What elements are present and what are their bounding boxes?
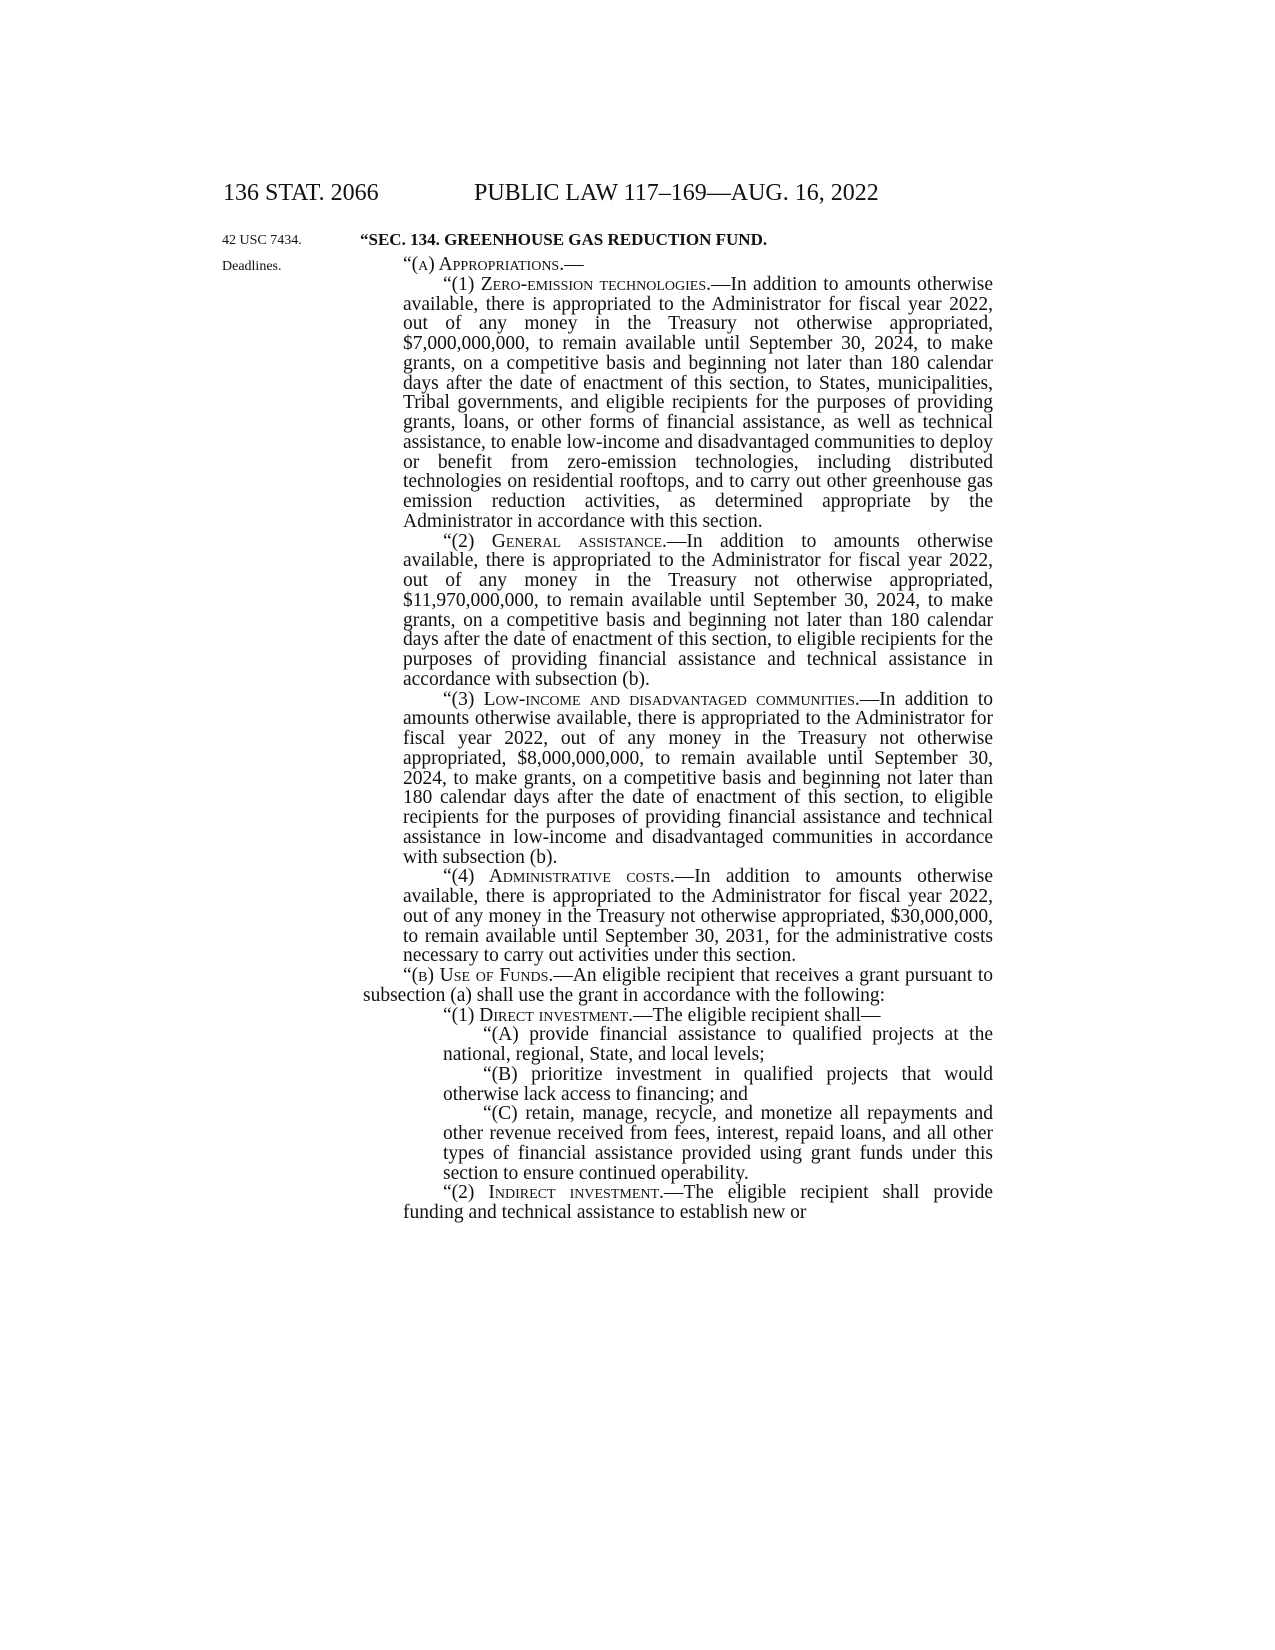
subparagraph-b1B: “(B) prioritize investment in qualified projects that would otherwise lack access to financing; and [443, 1063, 993, 1105]
paragraph-a1 [363, 275, 993, 532]
running-header [0, 180, 1275, 220]
paragraph-text: In addition to amounts otherwise available, there is appropriated to the Administrator for fiscal year 2022, out of any money in the Treasury not otherwise appropriated, $30,000,000, to remain available until September 30, 2031, for the administrative costs necessary to carry out activities under this section. [403, 866, 993, 967]
paragraph-b2 [363, 1183, 993, 1223]
paragraph-text: The eligible recipient shall provide funding and technical assistance to establish new or [403, 1182, 993, 1223]
section-title: “SEC. 134. GREENHOUSE GAS REDUCTION FUND. [360, 230, 768, 249]
paragraph-a4 [363, 867, 993, 966]
public-law-title: PUBLIC LAW 117–169—AUG. 16, 2022 [474, 180, 879, 206]
subsection-a-heading: “(a) Appropriations.— [403, 254, 584, 275]
subsection-text: An eligible recipient that receives a grant pursuant to subsection (a) shall use the grant in accordance with the following: [363, 965, 993, 1006]
paragraph-text: In addition to amounts otherwise available, there is appropriated to the Administrator for fiscal year 2022, out of any money in the Treasury not otherwise appropriated, $7,000,000,000, to remain available until September 30, 2024, to make grants, on a competitive basis and beginning not later than 180 calendar days after the date of enactment of this section, to States, municipalities, Tribal governments, and eligible recipients for the purposes of providing grants, loans, or other forms of financial assistance, as well as technical assistance, to enable low-income and disadvantaged communities to deploy or benefit from zero-emission technologies, including distributed technologies on residential rooftops, and to carry out other greenhouse gas emission reduction activities, as determined appropriate by the Administrator in accordance with this section. [403, 273, 993, 532]
paragraph-heading: “(4) Administrative costs.— [443, 866, 695, 888]
margin-usc-citation: 42 USC 7434. [222, 233, 302, 248]
paragraph-heading: “(1) Direct investment.— [443, 1004, 653, 1026]
paragraph-text: The eligible recipient shall— [652, 1004, 881, 1026]
paragraph-heading: “(1) Zero-emission technologies.— [443, 273, 731, 295]
document-body [363, 255, 993, 1223]
paragraph-heading: “(2) General assistance.— [443, 530, 687, 552]
margin-deadlines-note: Deadlines. [222, 259, 282, 274]
paragraph-heading: “(2) Indirect investment.— [443, 1182, 684, 1204]
subsection-b [363, 966, 993, 1006]
subparagraph-b1A: “(A) provide financial assistance to qualified projects at the national, regional, State, and local levels; [443, 1024, 993, 1065]
paragraph-a2 [363, 532, 993, 690]
paragraph-text: In addition to amounts otherwise available, there is appropriated to the Administrator for fiscal year 2022, out of any money in the Treasury not otherwise appropriated, $8,000,000,000, to remain available until September 30, 2024, to make grants, on a competitive basis and beginning not later than 180 calendar days after the date of enactment of this section, to eligible recipients for the purposes of providing financial assistance and technical assistance in low-income and disadvantaged communities in accordance with subsection (b). [403, 688, 993, 868]
paragraph-text: In addition to amounts otherwise available, there is appropriated to the Administrator for fiscal year 2022, out of any money in the Treasury not otherwise appropriated, $11,970,000,000, to remain available until September 30, 2024, to make grants, on a competitive basis and beginning not later than 180 calendar days after the date of enactment of this section, to eligible recipients for the purposes of providing financial assistance and technical assistance in accordance with subsection (b). [403, 530, 993, 690]
subparagraph-b1C: “(C) retain, manage, recycle, and monetize all repayments and other revenue received from fees, interest, repaid loans, and all other types of financial assistance provided using grant funds under this section to ensure continued operability. [443, 1103, 993, 1184]
paragraph-a3 [363, 690, 993, 868]
statute-page-number: 136 STAT. 2066 [223, 180, 379, 206]
subsection-heading: “(b) Use of Funds.— [403, 965, 573, 986]
paragraph-b1 [363, 1006, 993, 1026]
paragraph-heading: “(3) Low-income and disadvantaged communities.— [443, 688, 880, 710]
